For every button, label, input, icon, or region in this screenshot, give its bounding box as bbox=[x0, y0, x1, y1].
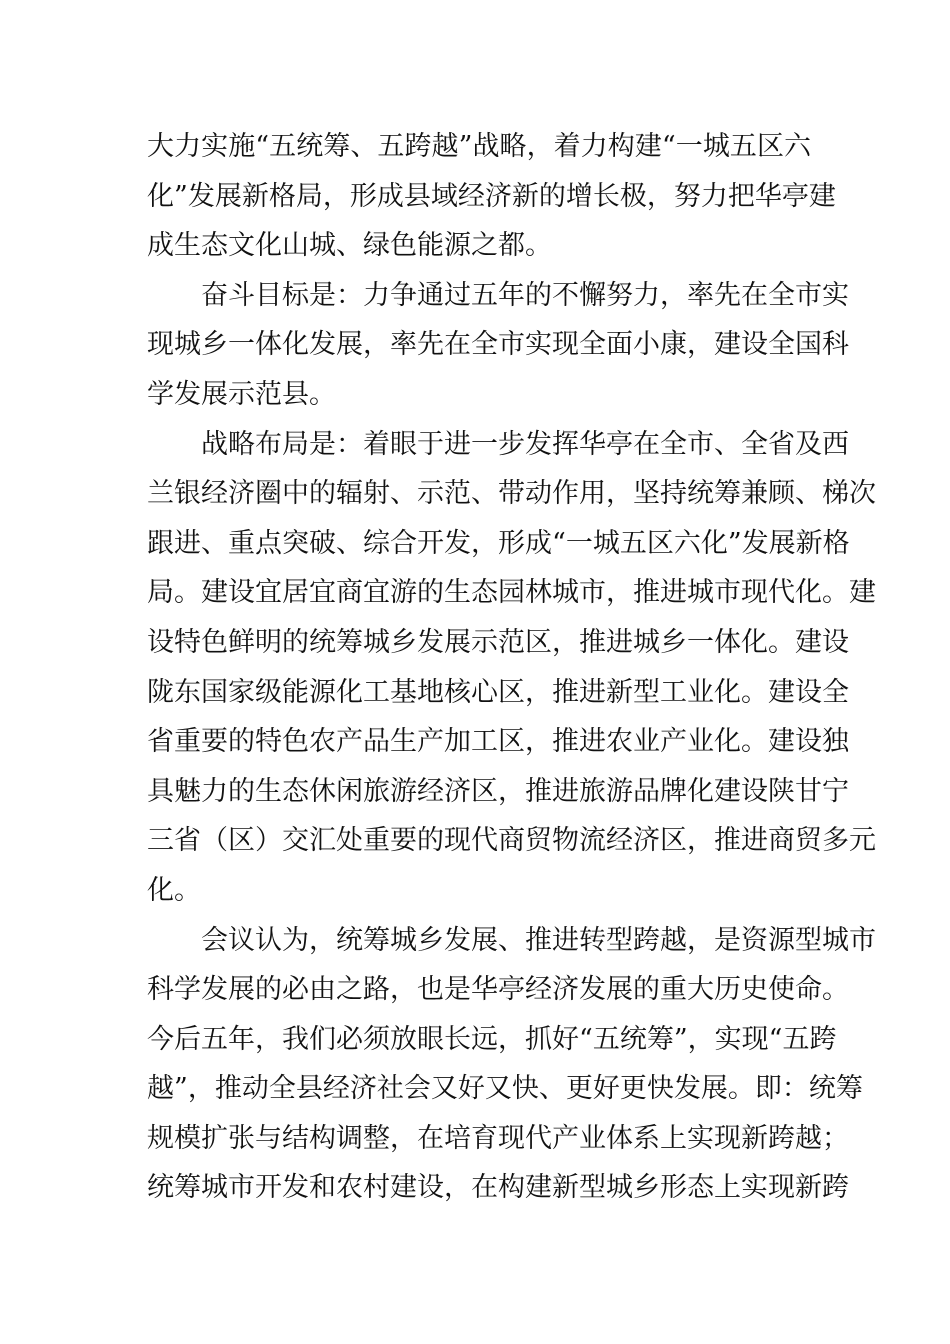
text-line: 兰 银 经 济 圈 中 的 辐 射 、 示 范 、 带 动 作 用 ， 坚 持 统 筹 兼 顾 、 梯 次 bbox=[147, 478, 876, 510]
text-line: 具 魅 力 的 生 态 休 闲 旅 游 经 济 区 ， 推 进 旅 游 品 牌 化 建 设 陕 甘 宁 bbox=[147, 775, 849, 807]
text-line: 化 ” 发 展 新 格 局 ， 形 成 县 域 经 济 新 的 增 长 极 ， 努 力 把 华 亭 建 bbox=[147, 180, 836, 212]
text-line: 现 城 乡 一 体 化 发 展 ， 率 先 在 全 市 实 现 全 面 小 康 ， 建 设 全 国 科 bbox=[147, 329, 849, 361]
text-line: 奋 斗 目 标 是 ： 力 争 通 过 五 年 的 不 懈 努 力 ， 率 先 在 全 市 实 bbox=[201, 279, 849, 311]
text-line: 规 模 扩 张 与 结 构 调 整 ， 在 培 育 现 代 产 业 体 系 上 实 现 新 跨 越 ； bbox=[147, 1122, 849, 1154]
text-line: 统 筹 城 市 开 发 和 农 村 建 设 ， 在 构 建 新 型 城 乡 形 态 上 实 现 新 跨 bbox=[147, 1172, 849, 1204]
text-line: 跟 进 、 重 点 突 破 、 综 合 开 发 ， 形 成 “ 一 城 五 区 六 化 ” 发 展 新 格 bbox=[147, 527, 850, 559]
text-line: 成生态文化山城、绿色能源之都。 bbox=[147, 230, 552, 262]
text-line: 今 后 五 年 ， 我 们 必 须 放 眼 长 远 ， 抓 好 “ 五 统 筹 ” ， 实 现 “ 五 跨 bbox=[147, 1023, 837, 1055]
text-line: 局 。 建 设 宜 居 宜 商 宜 游 的 生 态 园 林 城 市 ， 推 进 城 市 现 代 化 。 建 bbox=[147, 577, 876, 609]
text-line: 化。 bbox=[147, 874, 201, 906]
text-line: 科 学 发 展 的 必 由 之 路 ， 也 是 华 亭 经 济 发 展 的 重 大 历 史 使 命 。 bbox=[147, 974, 849, 1006]
text-line: 学发展示范县。 bbox=[147, 378, 336, 410]
text-line: 会 议 认 为 ， 统 筹 城 乡 发 展 、 推 进 转 型 跨 越 ， 是 资 源 型 城 市 bbox=[201, 924, 876, 956]
document-body-text bbox=[147, 122, 876, 1213]
text-line: 大 力 实 施 “ 五 统 筹 、 五 跨 越 ” 战 略 ， 着 力 构 建 “ 一 城 五 区 六 bbox=[147, 131, 811, 162]
text-line: 省 重 要 的 特 色 农 产 品 生 产 加 工 区 ， 推 进 农 业 产 业 化 。 建 设 独 bbox=[147, 726, 849, 758]
text-line: 三 省 （ 区 ） 交 汇 处 重 要 的 现 代 商 贸 物 流 经 济 区 ， 推 进 商 贸 多 元 bbox=[147, 825, 876, 857]
text-line: 设 特 色 鲜 明 的 统 筹 城 乡 发 展 示 范 区 ， 推 进 城 乡 一 体 化 。 建 设 bbox=[147, 626, 849, 658]
text-line: 陇 东 国 家 级 能 源 化 工 基 地 核 心 区 ， 推 进 新 型 工 业 化 。 建 设 全 bbox=[147, 676, 849, 708]
text-line: 越 ” ， 推 动 全 县 经 济 社 会 又 好 又 快 、 更 好 更 快 发 展 。 即 ： 统 筹 bbox=[147, 1073, 863, 1105]
text-line: 战 略 布 局 是 ： 着 眼 于 进 一 步 发 挥 华 亭 在 全 市 、 全 省 及 西 bbox=[201, 428, 849, 460]
